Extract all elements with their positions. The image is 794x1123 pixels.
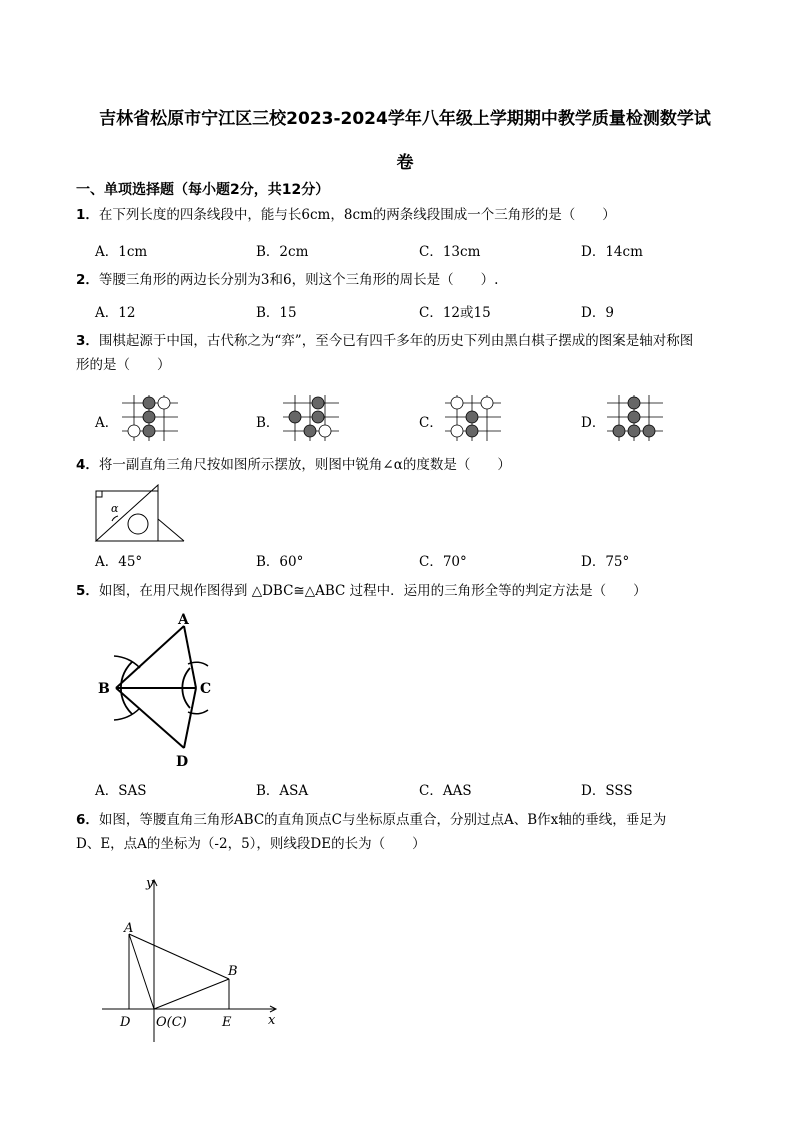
question-text-cont: D、E，点A的坐标为（-2，5），则线段DE的长为（ ）: [76, 836, 426, 852]
option-b: B．: [256, 415, 280, 431]
question-text: 如图，等腰直角三角形ABC的直角顶点C与坐标原点重合，分别过点A、B作x轴的垂线，垂足为: [98, 812, 667, 828]
question-text: 围棋起源于中国，古代称之为“弈”，至今已有四千多年的历史下列由黑白棋子摆成的图案是轴对称图: [98, 333, 694, 349]
option-c: C．: [419, 415, 443, 431]
question-number: 6．: [76, 812, 99, 828]
question-2: [76, 268, 756, 292]
go-board-a: [120, 395, 180, 443]
point-a-label: A: [178, 612, 189, 628]
point-a-label: A: [124, 921, 134, 936]
option-b: B．60°: [256, 554, 304, 570]
option-a: A．: [95, 415, 119, 431]
page-title-line1: 吉林省松原市宁江区三校2023-2024学年八年级上学期期中教学质量检测数学试: [99, 109, 711, 129]
option-d: D．SSS: [581, 783, 633, 799]
question-4: [76, 453, 756, 477]
option-b: B．ASA: [256, 783, 309, 799]
question-number: 5．: [76, 583, 99, 599]
question-number: 2．: [76, 272, 99, 288]
question-3: [76, 329, 756, 377]
question-6: [76, 808, 756, 856]
x-axis-label: x: [268, 1013, 276, 1028]
go-board-c: [443, 395, 503, 443]
point-e-label: E: [222, 1015, 232, 1030]
point-d-label: D: [120, 1015, 131, 1030]
point-b-label: B: [98, 681, 110, 697]
option-c: C．AAS: [419, 783, 472, 799]
option-c: C．70°: [419, 554, 467, 570]
option-d: D．75°: [581, 554, 630, 570]
option-a: A．45°: [95, 554, 143, 570]
option-a: A．12: [95, 305, 136, 321]
option-d: D．: [581, 415, 606, 431]
option-c: C．13cm: [419, 244, 481, 260]
question-text: 如图，在用尺规作图得到 △DBC≅△ABC 过程中．运用的三角形全等的判定方法是（ ）: [98, 583, 647, 599]
question-5: [76, 579, 756, 603]
go-board-b: [281, 395, 341, 443]
point-d-label: D: [176, 754, 189, 770]
alpha-label: α: [111, 502, 119, 515]
option-c: C．12或15: [419, 305, 491, 321]
option-a: A．SAS: [95, 783, 147, 799]
option-a: A．1cm: [95, 244, 148, 260]
origin-label: O(C): [156, 1015, 187, 1030]
question-1: [76, 203, 756, 227]
section-heading: 一、单项选择题（每小题2分，共12分）: [76, 182, 330, 198]
question-text: 等腰三角形的两边长分别为3和6，则这个三角形的周长是（ ）.: [98, 272, 499, 288]
question-text: 将一副直角三角尺按如图所示摆放，则图中锐角∠α的度数是（ ）: [98, 457, 511, 473]
point-b-label: B: [228, 964, 238, 979]
question-text-cont: 形的是（ ）: [76, 357, 171, 373]
option-b: B．15: [256, 305, 297, 321]
triangle-rulers-figure: [94, 484, 186, 544]
go-board-d: [605, 395, 665, 443]
option-d: D．14cm: [581, 244, 643, 260]
point-c-label: C: [200, 681, 212, 697]
coordinate-figure: [98, 874, 284, 1046]
question-number: 1．: [76, 207, 99, 223]
question-number: 4．: [76, 457, 99, 473]
option-b: B．2cm: [256, 244, 309, 260]
page-title-line2: 卷: [396, 153, 414, 173]
option-d: D．9: [581, 305, 614, 321]
y-axis-label: y: [146, 876, 154, 891]
compass-construction-figure: [92, 606, 232, 772]
question-text: 在下列长度的四条线段中，能与长6cm，8cm的两条线段围成一个三角形的是（ ）: [98, 207, 616, 223]
question-number: 3．: [76, 333, 99, 349]
